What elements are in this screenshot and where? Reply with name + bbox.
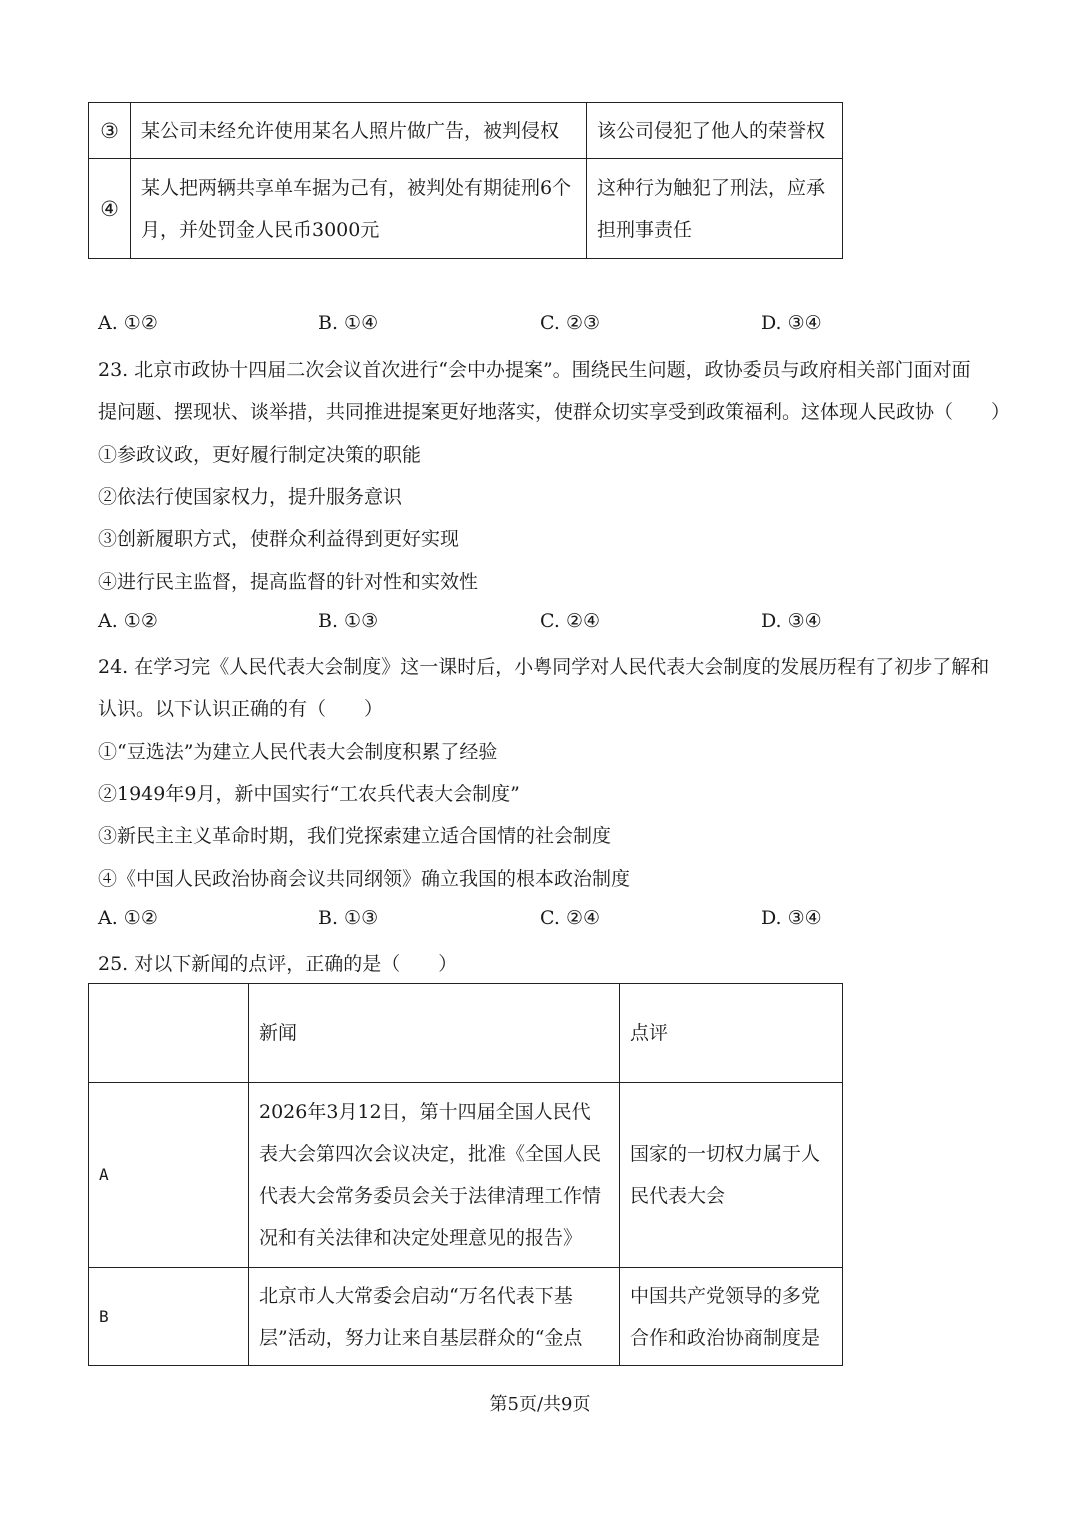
option-d[interactable]: D. ③④ [761,610,822,632]
table-row [89,159,843,259]
q24-item-3: ③新民主主义革命时期，我们党探索建立适合国情的社会制度 [98,825,612,847]
option-d[interactable]: D. ③④ [761,907,822,929]
q25-table [88,983,843,1366]
option-b[interactable]: B. ①③ [318,610,379,632]
q24-item-4: ④《中国人民政治协商会议共同纲领》确立我国的根本政治制度 [98,868,631,890]
q22-options [98,312,998,342]
news-cell: 2026年3月12日，第十四届全国人民代表大会第四次会议决定，批准《全国人民代表大会常务委员会关于法律清理工作情况和有关法律和决定处理意见的报告》 [249,1083,620,1268]
q25-stem: 25. 对以下新闻的点评，正确的是（ ） [98,953,458,975]
table-row [89,1083,843,1268]
option-a[interactable]: A. ①② [98,312,158,334]
q24-stem-line2: 认识。以下认识正确的有（ ） [98,698,384,720]
option-b[interactable]: B. ①③ [318,907,379,929]
q24-item-2: ②1949年9月，新中国实行“工农兵代表大会制度” [98,783,520,805]
q23-item-1: ①参政议政，更好履行制定决策的职能 [98,444,422,466]
comment-cell: 该公司侵犯了他人的荣誉权 [587,103,843,159]
page-footer: 第5页/共9页 [489,1394,591,1415]
header-label [89,984,249,1083]
news-cell: 某公司未经允许使用某名人照片做广告，被判侵权 [131,103,587,159]
comment-cell: 国家的一切权力属于人民代表大会 [620,1083,843,1268]
row-label: A [89,1083,249,1268]
top-table [88,102,843,259]
comment-cell: 这种行为触犯了刑法，应承担刑事责任 [587,159,843,259]
option-c[interactable]: C. ②④ [540,610,601,632]
table-row [89,103,843,159]
q24-item-1: ①“豆选法”为建立人民代表大会制度积累了经验 [98,741,498,763]
row-number: ③ [89,103,131,159]
option-c[interactable]: C. ②④ [540,907,601,929]
q24-options [98,907,998,937]
comment-cell: 中国共产党领导的多党合作和政治协商制度是 [620,1268,843,1366]
option-a[interactable]: A. ①② [98,907,158,929]
q23-stem-line2: 提问题、摆现状、谈举措，共同推进提案更好地落实，使群众切实享受到政策福利。这体现人民政协（ ） [98,401,1011,423]
option-d[interactable]: D. ③④ [761,312,822,334]
option-c[interactable]: C. ②③ [540,312,601,334]
q23-options [98,610,998,640]
header-comment: 点评 [620,984,843,1083]
q23-item-4: ④进行民主监督，提高监督的针对性和实效性 [98,571,479,593]
news-cell: 北京市人大常委会启动“万名代表下基层”活动，努力让来自基层群众的“金点 [249,1268,620,1366]
table-header-row [89,984,843,1083]
option-a[interactable]: A. ①② [98,610,158,632]
q24-stem-line1: 24. 在学习完《人民代表大会制度》这一课时后，小粤同学对人民代表大会制度的发展历程有了初步了解和 [98,656,990,678]
option-b[interactable]: B. ①④ [318,312,379,334]
header-news: 新闻 [249,984,620,1083]
q23-stem-line1: 23. 北京市政协十四届二次会议首次进行“会中办提案”。围绕民生问题，政协委员与政府相关部门面对面 [98,359,971,381]
row-label: B [89,1268,249,1366]
table-row [89,1268,843,1366]
q23-item-2: ②依法行使国家权力，提升服务意识 [98,486,403,508]
row-number: ④ [89,159,131,259]
news-cell: 某人把两辆共享单车据为己有，被判处有期徒刑6个月，并处罚金人民币3000元 [131,159,587,259]
q23-item-3: ③创新履职方式，使群众利益得到更好实现 [98,528,460,550]
